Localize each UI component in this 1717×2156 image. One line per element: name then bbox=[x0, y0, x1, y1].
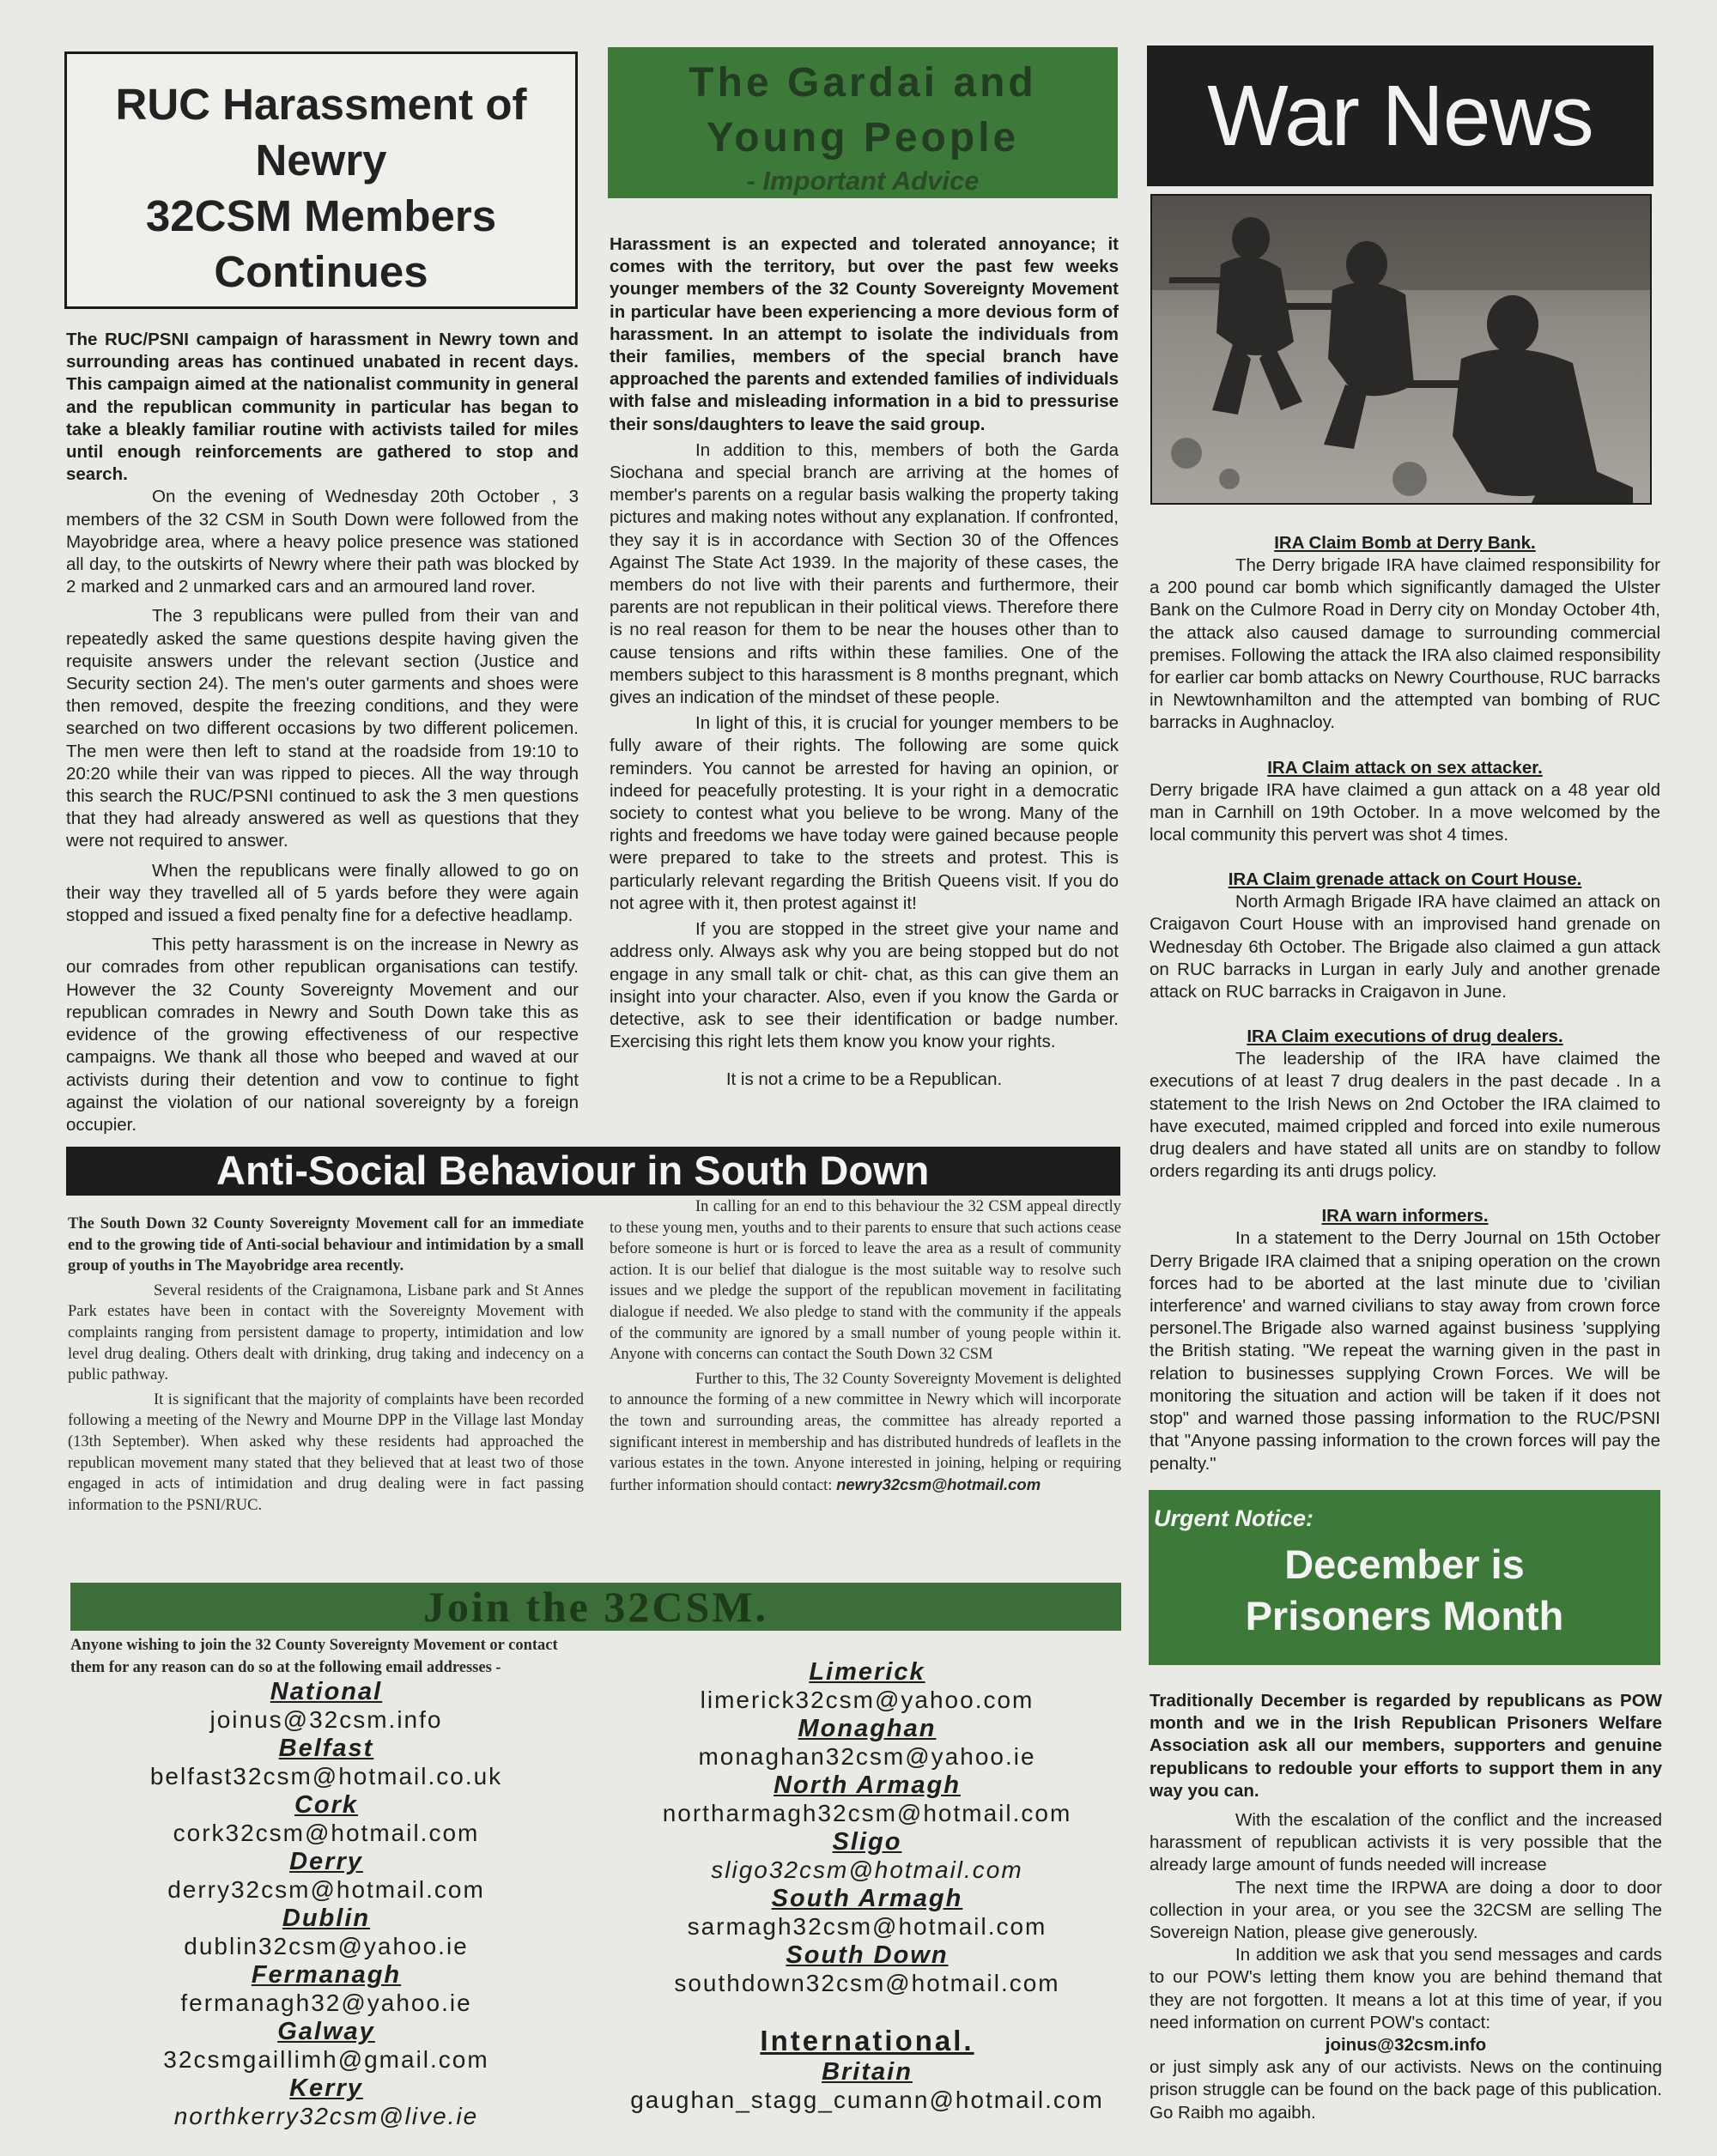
contact-email-link[interactable]: northarmagh32csm@hotmail.com bbox=[662, 1800, 1072, 1826]
war-news-photo bbox=[1150, 194, 1652, 505]
urgent-notice-title-line: Prisoners Month bbox=[1245, 1593, 1564, 1638]
contact-entry bbox=[120, 1961, 532, 2018]
urgent-closing: or just simply ask any of our activists. News on the continuing prison struggle can be found on the back page of this publication. Go Raibh mo agaibh. bbox=[1150, 2057, 1662, 2123]
contact-entry bbox=[120, 1678, 532, 1735]
urgent-lead: Traditionally December is regarded by republicans as POW month and we in the Irish Republican Prisoners Welfare Association ask all our members, supporters and genuine republicans to redouble your efforts to support them in any way you can. bbox=[1150, 1691, 1662, 1801]
contact-region: Monaghan bbox=[798, 1715, 937, 1742]
contact-entry bbox=[120, 1905, 532, 1961]
urgent-notice-box bbox=[1149, 1490, 1660, 1665]
contact-region: Galway bbox=[277, 2018, 375, 2045]
ruc-paragraph: This petty harassment is on the increase in Newry as our comrades from other republican organisations can testify. However the 32 County Sovereignty Movement and our republican comrades in Newry and South Down take this as evidence of the growing effectiveness of our respective campaigns. We thank all those who beeped and waved at our activists during their detention and vow to continue to fight against the violation of our national sovereignty by a foreign occupier. bbox=[66, 935, 579, 1135]
contact-email-link[interactable]: monaghan32csm@yahoo.ie bbox=[698, 1743, 1036, 1770]
contact-entry bbox=[618, 1715, 1116, 1771]
contact-email-link[interactable]: dublin32csm@yahoo.ie bbox=[184, 1933, 469, 1959]
ruc-paragraph: When the republicans were finally allowed to go on their way they travelled all of 5 yards before they were again stopped and issued a fixed penalty fine for a defective headlamp. bbox=[66, 860, 579, 926]
contact-region: North Armagh bbox=[774, 1771, 961, 1799]
contact-region: Cork bbox=[294, 1791, 359, 1819]
gardai-paragraph: In addition to this, members of both the Garda Siochana and special branch are arriving at the homes of member's parents on a regular basis walking the property taking pictures and making notes without any explanation. If confronted, they say it is in accordance with Section 30 of the Offences Against The State Act 1939. In the majority of these cases, the members do not live with their parents and furthermore, their parents are not republican in their political views. Therefore there is no real reason for them to be near the houses other than to cause tensions and rifts within these families. One of the members subject to this harassment is 8 months pregnant, which gives an indication of the mindset of these people. bbox=[610, 439, 1119, 708]
urgent-notice-title bbox=[1149, 1539, 1660, 1642]
ruc-headline-line: RUC Harassment of bbox=[115, 80, 527, 129]
ruc-paragraph: The 3 republicans were pulled from their van and repeatedly asked the same questions despite having given the requisite answers under the relevant section (Justice and Security section 24). The men's outer garments and shoes were then removed, despite the freezing conditions, and they were searched on two different occasions by two different policemen. The men were then left to stand at the roadside from 19:10 to 20:20 while their van was ripped to pieces. All the way through this search the RUC/PSNI continued to ask the 3 men questions that they had already answered as well as questions that they were not required to answer. bbox=[66, 606, 579, 851]
contact-email-link[interactable]: southdown32csm@hotmail.com bbox=[674, 1970, 1060, 1996]
antisocial-paragraph bbox=[610, 1369, 1121, 1497]
gardai-lead: Harassment is an expected and tolerated annoyance; it comes with the territory, but over the past few weeks younger members of the 32 County Sovereignty Movement in particular have been experiencing a more devious form of harassment. In an attempt to isolate the individuals from their families, members of the special branch have approached the parents and extended families of individuals with false and misleading information in a bid to pressurise their sons/daughters to leave the said group. bbox=[610, 234, 1119, 434]
ruc-headline-line: Continues bbox=[214, 247, 428, 296]
contact-entry bbox=[120, 1791, 532, 1848]
join-intro-text: Anyone wishing to join the 32 County Sovereignty Movement or contact them for any reason can do so at the following email addresses - bbox=[70, 1637, 558, 1676]
contact-region: Britain bbox=[822, 2058, 913, 2086]
antisocial-paragraph-text: Further to this, The 32 County Sovereignty Movement is delighted to announce the forming of a new committee in Newry which will incorporate the town and surrounding areas, the committee has already reported a significant interest in membership and has distributed hundreds of leaflets in the various estates in the town. Anyone interested in joining, helping or requiring further information should contact: bbox=[610, 1370, 1121, 1494]
war-news-headline: IRA Claim Bomb at Derry Bank. bbox=[1274, 533, 1536, 553]
gardai-headline bbox=[608, 56, 1118, 166]
gardai-paragraph: If you are stopped in the street give your name and address only. Always ask why you are being stopped but do not engage in any small talk or chit- chat, as this can give them an insight into your character. Also, even if you know the Garda or detective, ask to see their identification or badge number. Exercising this right lets them know you know your rights. bbox=[610, 919, 1119, 1052]
contact-email-link[interactable]: limerick32csm@yahoo.com bbox=[700, 1687, 1034, 1713]
contact-entry bbox=[618, 1941, 1116, 1998]
ruc-headline-line: 32CSM Members bbox=[145, 191, 497, 240]
gardai-paragraph: In light of this, it is crucial for younger members to be fully aware of their rights. The following are some quick reminders. You cannot be arrested for having an opinion, or indeed for peacefully protesting. It is your right in a democratic society to contest what you believe to be wrong. Many of the rights and freedoms we have today were gained because people were prepared to take to the streets and protest. This is particularly relevant regarding the British Queens visit. If you do not agree with it, then protest against it! bbox=[610, 713, 1119, 913]
contact-region: Derry bbox=[289, 1848, 363, 1875]
war-news-body: Derry brigade IRA have claimed a gun attack on a 48 year old man in Carnhill on 19th October. In a move welcomed by the local community this pervert was shot 4 times. bbox=[1150, 779, 1660, 845]
war-news-headline: IRA Claim attack on sex attacker. bbox=[1267, 757, 1543, 778]
contact-email-link[interactable]: gaughan_stagg_cumann@hotmail.com bbox=[630, 2086, 1104, 2113]
contact-region: Kerry bbox=[289, 2074, 363, 2102]
contact-region: Belfast bbox=[278, 1735, 374, 1762]
contact-email-link[interactable]: sligo32csm@hotmail.com bbox=[711, 1856, 1023, 1883]
contact-entry bbox=[120, 2018, 532, 2074]
antisocial-col2 bbox=[610, 1196, 1121, 1496]
war-news-body: The leadership of the IRA have claimed the executions of at least 7 drug dealers in the past decade . In a statement to the Irish News on 2nd October the IRA claimed to have executed, maimed crippled and forced into exile numerous drug dealers and have stated all units are on standby to follow orders regarding its anti drugs policy. bbox=[1150, 1049, 1660, 1182]
ruc-paragraph: On the evening of Wednesday 20th October , 3 members of the 32 CSM in South Down were followed from the Mayobridge area, where a heavy police presence was stationed all day, to the outskirts of Newry where their path was blocked by 2 marked and 2 unmarked cars and an armoured land rover. bbox=[66, 487, 579, 597]
contact-entry bbox=[618, 1658, 1116, 1715]
antisocial-paragraph: In calling for an end to this behaviour the 32 CSM appeal directly to these young men, youths and to their parents to ensure that such actions cease before someone is hurt or is forced to leave the area as a result of community action. It is our belief that dialogue is the most suitable way to resolve such issues and we pledge the support of the republican movement in facilitating dialogue if needed. We also pledge to stand with the community if the appeals of the community are ignored by a small number of young people within it. Anyone with concerns can contact the South Down 32 CSM bbox=[610, 1198, 1121, 1364]
war-news-item bbox=[1150, 532, 1660, 735]
urgent-paragraph: The next time the IRPWA are doing a door to door collection in your area, or you see the 32CSM are selling The Sovereign Nation, please give generously. bbox=[1150, 1877, 1662, 1943]
war-news-body: The Derry brigade IRA have claimed responsibility for a 200 pound car bomb which significantly damaged the Ulster Bank on the Culmore Road in Derry city on Monday October 4th, the attack also caused damage to surrounding commercial premises. Following the attack the IRA also claimed responsibility for earlier car bomb attacks on Newry Courthouse, RUC barracks in Newtownhamilton and the attempted van bombing of RUC barracks in Aughnacloy. bbox=[1150, 555, 1660, 733]
antisocial-headline-band bbox=[66, 1147, 1120, 1196]
join-intro bbox=[70, 1634, 585, 1679]
war-news-masthead bbox=[1147, 45, 1653, 186]
contact-email-link[interactable]: joinus@32csm.info bbox=[209, 1706, 443, 1733]
contact-entry bbox=[120, 2074, 532, 2131]
contact-email-link[interactable]: northkerry32csm@live.ie bbox=[173, 2103, 479, 2129]
contact-email-link[interactable]: cork32csm@hotmail.com bbox=[173, 1820, 480, 1846]
war-news-body: North Armagh Brigade IRA have claimed an attack on Craigavon Court House with an improvised hand grenade on Wednesday 6th October. The Brigade also claimed a gun attack on RUC barracks in Lurgan in early July and another grenade attack on RUC barracks in Craigavon in June. bbox=[1150, 892, 1660, 1002]
urgent-contact-email-link[interactable]: joinus@32csm.info bbox=[1325, 2035, 1487, 2056]
international-heading: International. bbox=[760, 2025, 974, 2056]
ruc-article-body bbox=[66, 329, 579, 1136]
join-contacts-col2 bbox=[618, 1658, 1116, 2115]
antisocial-paragraph: Several residents of the Craignamona, Lisbane park and St Annes Park estates have been in contact with the Sovereignty Movement with complaints ranging from persistent damage to property, intimidation and low level drug dealing. Others dealt with drinking, drug taking and indecency on a public pathway. bbox=[68, 1281, 584, 1384]
ruc-headline-line: Newry bbox=[255, 136, 387, 185]
contact-entry bbox=[618, 1771, 1116, 1828]
war-news-item bbox=[1150, 1026, 1660, 1183]
contact-email-link[interactable]: belfast32csm@hotmail.co.uk bbox=[149, 1763, 503, 1790]
contact-region: Fermanagh bbox=[251, 1961, 402, 1989]
war-news-headline: IRA Claim grenade attack on Court House. bbox=[1228, 869, 1582, 890]
war-news-headline: IRA warn informers. bbox=[1321, 1206, 1489, 1226]
urgent-paragraph: With the escalation of the conflict and the increased harassment of republican activists it is very possible that the already large amount of funds needed will increase bbox=[1150, 1810, 1662, 1875]
contact-region: South Armagh bbox=[771, 1885, 963, 1912]
contact-entry bbox=[618, 1885, 1116, 1941]
urgent-notice-body bbox=[1150, 1690, 1662, 2124]
join-contacts-col1 bbox=[120, 1678, 532, 2131]
war-news-headline: IRA Claim executions of drug dealers. bbox=[1247, 1027, 1563, 1047]
join-headline-band bbox=[70, 1583, 1121, 1631]
war-news-item bbox=[1150, 869, 1660, 1003]
contact-email-link[interactable]: sarmagh32csm@hotmail.com bbox=[687, 1913, 1047, 1940]
war-news-item bbox=[1150, 757, 1660, 847]
urgent-paragraph: In addition we ask that you send messages and cards to our POW's letting them know you are behind themand that they are not forgotten. It means a lot at this time of year, if you need information on current POW's contact: bbox=[1150, 1945, 1662, 2032]
armed-men-photo-icon bbox=[1152, 196, 1652, 505]
antisocial-paragraph: It is significant that the majority of complaints have been recorded following a meeting of the Newry and Mourne DPP in the Village last Monday (13th September). When asked why these residents had approached the republican movement many stated that they believed that at least two of those engaged in acts of intimidation and drug dealing were in fact passing information to the PSNI/RUC. bbox=[68, 1390, 584, 1514]
gardai-closing: It is not a crime to be a Republican. bbox=[725, 1069, 1003, 1090]
urgent-notice-label: Urgent Notice: bbox=[1154, 1505, 1314, 1531]
newry-contact-email-link[interactable]: newry32csm@hotmail.com bbox=[836, 1475, 1041, 1493]
contact-email-link[interactable]: fermanagh32@yahoo.ie bbox=[180, 1989, 472, 2016]
contact-region: Limerick bbox=[809, 1658, 925, 1686]
gardai-article-body bbox=[610, 233, 1119, 1092]
contact-entry bbox=[120, 1848, 532, 1905]
ruc-headline-box bbox=[64, 51, 578, 309]
antisocial-headline: Anti-Social Behaviour in South Down bbox=[216, 1148, 930, 1193]
urgent-notice-title-line: December is bbox=[1284, 1541, 1525, 1587]
war-news-title: War News bbox=[1207, 68, 1593, 164]
war-news-body: In a statement to the Derry Journal on 15th October Derry Brigade IRA claimed that a sniping operation on the crown forces had to be aborted at the last minute due to 'civilian interference' and warned civilians to stay away from crown force personel.The Brigade also warned against business 'supplying the British stating. "We repeat the warning given in the past in relation to businesses supplying Crown Forces. We will be monitoring the situation and action will be taken if it does not stop" and warned those passing information to the RUC/PSNI that "Anyone passing information to the crown forces will pay the penalty." bbox=[1150, 1228, 1660, 1474]
contact-email-link[interactable]: derry32csm@hotmail.com bbox=[167, 1876, 485, 1903]
war-news-list bbox=[1150, 532, 1660, 1475]
contact-entry bbox=[120, 1735, 532, 1791]
contact-entry bbox=[618, 1828, 1116, 1885]
antisocial-lead: The South Down 32 County Sovereignty Movement call for an immediate end to the growing tide of Anti-social behaviour and intimidation by a small group of youths in The Mayobridge area recently. bbox=[68, 1215, 584, 1275]
ruc-lead: The RUC/PSNI campaign of harassment in Newry town and surrounding areas has continued unabated in recent days. This campaign aimed at the nationalist community in general and the republican community in particular has began to take a bleakly familiar routine with activists tailed for miles until enough reinforcements are gathered to stop and search. bbox=[66, 330, 579, 485]
ruc-headline bbox=[67, 76, 575, 300]
contact-email-link[interactable]: 32csmgaillimh@gmail.com bbox=[163, 2046, 489, 2073]
join-headline: Join the 32CSM. bbox=[423, 1583, 768, 1631]
contact-region: South Down bbox=[786, 1941, 949, 1969]
contact-entry bbox=[618, 2024, 1116, 2115]
antisocial-col1 bbox=[68, 1214, 584, 1516]
contact-region: Sligo bbox=[832, 1828, 902, 1856]
contact-region: National bbox=[270, 1678, 383, 1705]
gardai-subtitle: - Important Advice bbox=[746, 166, 980, 196]
contact-region: Dublin bbox=[282, 1905, 371, 1932]
gardai-headline-box bbox=[608, 47, 1118, 198]
gardai-headline-line: Young People bbox=[706, 115, 1020, 160]
war-news-item bbox=[1150, 1205, 1660, 1475]
gardai-headline-line: The Gardai and bbox=[689, 60, 1037, 106]
